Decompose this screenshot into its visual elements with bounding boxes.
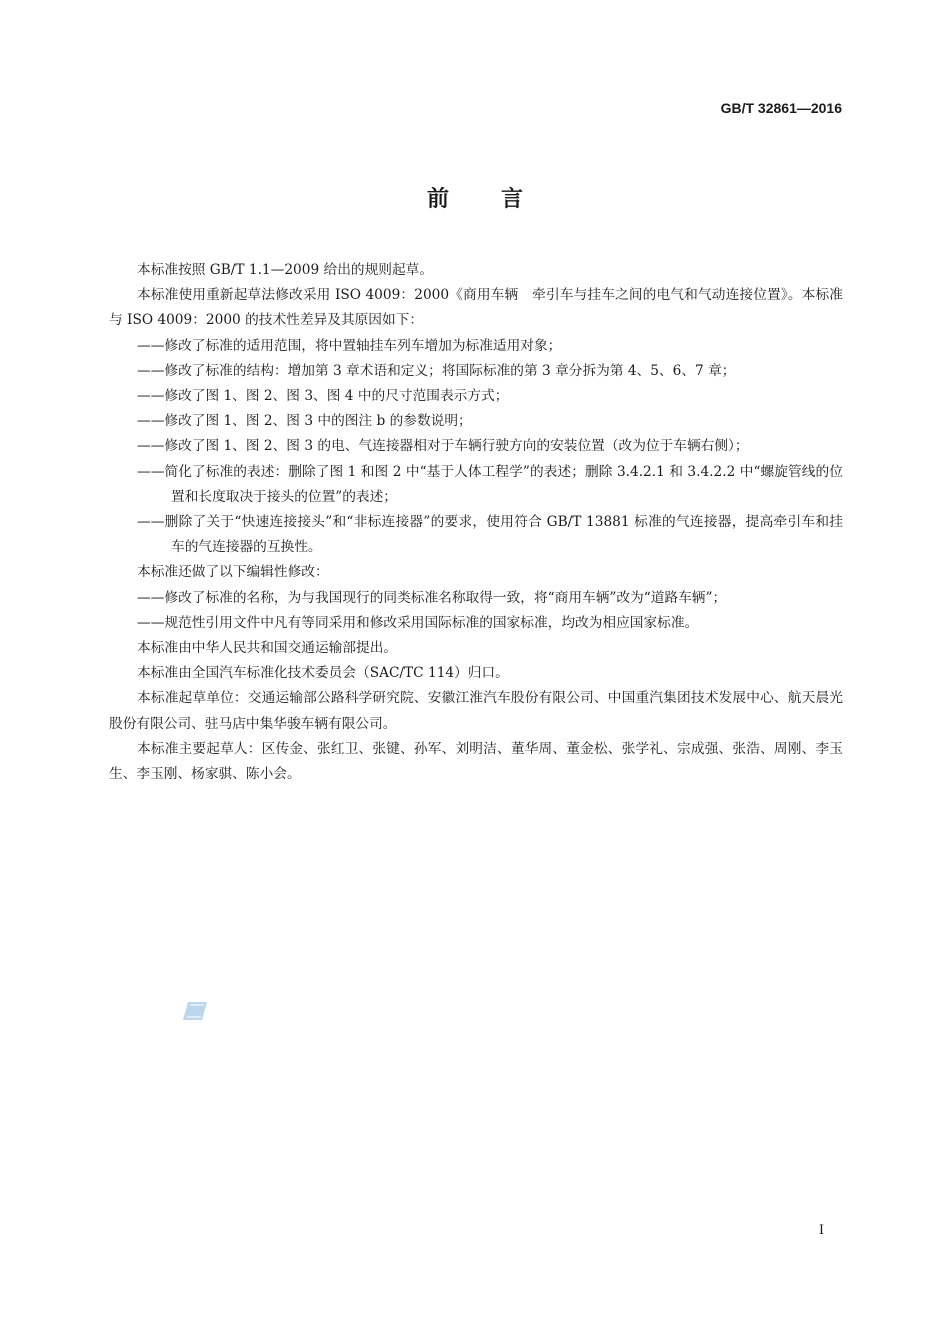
paragraph: 本标准由全国汽车标准化技术委员会（SAC/TC 114）归口。 [137,665,509,682]
page-title: 前言 [426,187,575,212]
paragraph: 本标准按照 GB/T 1.1—2009 给出的规则起草。 [137,262,434,278]
list-item: ——修改了标准的名称，为与我国现行的同类标准名称取得一致，将“商用车辆”改为“道路车辆”； [137,589,727,606]
page-number: I [818,1223,824,1238]
paragraph: 本标准由中华人民共和国交通运输部提出。 [137,640,398,657]
list-item: ——修改了图 1、图 2、图 3、图 4 中的尺寸范围表示方式； [137,388,509,405]
paragraph: 本标准主要起草人：区传金、张红卫、张键、孙军、刘明洁、董华周、董金松、张学礼、宗成强、张浩、周刚、李玉生、李玉刚、杨家骐、陈小会。 [109,740,843,783]
list-item: ——修改了图 1、图 2、图 3 的电、气连接器相对于车辆行驶方向的安装位置（改为位于车辆右侧）； [137,438,749,455]
list-item: ——规范性引用文件中凡有等同采用和修改采用国际标准的国家标准，均改为相应国家标准。 [137,614,699,631]
list-item: ——简化了标准的表述：删除了图 1 和图 2 中“基于人体工程学”的表述；删除 3.4.2.1 和 3.4.2.2 中“螺旋管线的位置和长度取决于接头的位置”的表述； [137,463,843,505]
list-item: ——修改了标准的结构：增加第 3 章术语和定义；将国际标准的第 3 章分拆为第 4、5、6、7 章； [137,362,736,379]
document-body [109,258,843,787]
paragraph: 本标准使用重新起草法修改采用 ISO 4009：2000《商用车辆 牵引车与挂车之间的电气和气动连接位置》。本标准与 ISO 4009：2000 的技术性差异及其原因如下： [109,287,843,329]
paragraph: 本标准起草单位：交通运输部公路科学研究院、安徽江淮汽车股份有限公司、中国重汽集团技术发展中心、航天晨光股份有限公司、驻马店中集华骏车辆有限公司。 [109,690,843,732]
list-item: ——修改了标准的适用范围，将中置轴挂车列车增加为标准适用对象； [137,337,562,354]
standard-number: GB/T 32861—2016 [720,100,842,116]
paragraph: 本标准还做了以下编辑性修改： [137,564,329,581]
sac-watermark-icon [182,1001,208,1021]
list-item: ——删除了关于“快速连接接头”和“非标连接器”的要求，使用符合 GB/T 13881 标准的气连接器，提高牵引车和挂车的气连接器的互换性。 [137,514,843,556]
list-item: ——修改了图 1、图 2、图 3 中的图注 b 的参数说明； [137,413,472,430]
